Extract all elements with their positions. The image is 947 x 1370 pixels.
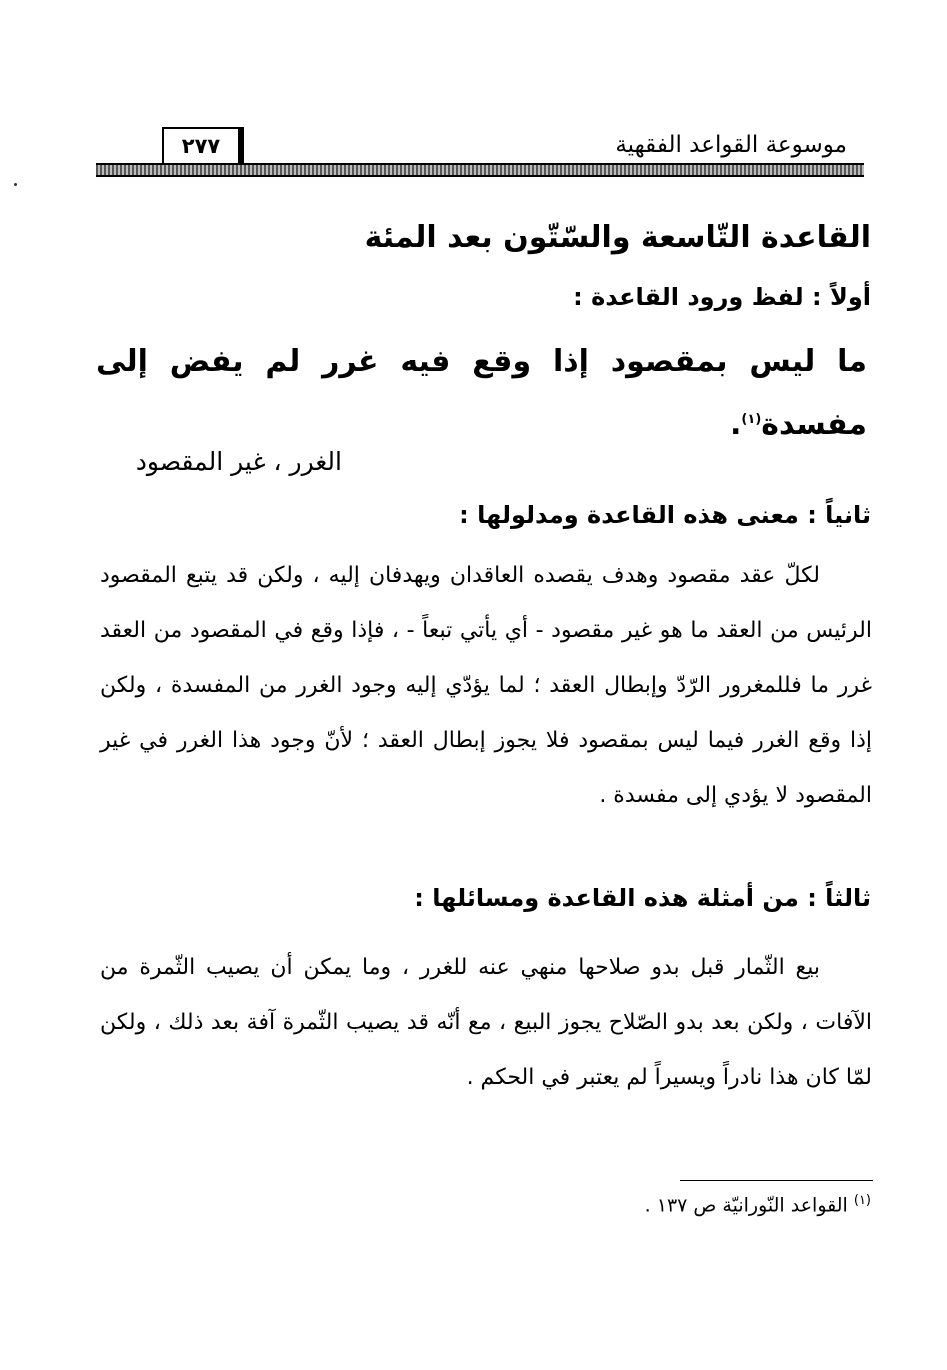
page-number: ٢٧٧	[162, 127, 244, 165]
rule-end: .	[730, 407, 742, 442]
section-3-label: ثالثاً : من أمثلة هذه القاعدة ومسائلها :	[414, 884, 871, 912]
rule-text: ما ليس بمقصود إذا وقع فيه غرر لم يفض إلى مفسدة	[96, 344, 867, 442]
rule-statement	[96, 333, 867, 454]
section-3-paragraph: بيع الثّمار قبل بدو صلاحها منهي عنه للغرر ، وما يمكن أن يصيب الثّمرة من الآفات ، ولكن بعد بدو الصّلاح يجوز البيع ، مع أنّه قد يصيب الثّمرة آفة بعد ذلك ، ولكن لمّا كان هذا نادراً ويسيراً لم يعتبر في الحكم .	[100, 955, 872, 1090]
rule-heading: القاعدة التّاسعة والسّتّون بعد المئة	[364, 220, 871, 255]
keywords: الغرر ، غير المقصود	[135, 447, 342, 476]
scan-speck	[14, 183, 17, 186]
footnote-text: القواعد النّورانيّة ص ١٣٧ .	[644, 1194, 848, 1217]
header-rule	[96, 163, 864, 177]
section-1-label: أولاً : لفظ ورود القاعدة :	[573, 283, 871, 311]
footnote	[645, 1193, 871, 1216]
section-2-paragraph: لكلّ عقد مقصود وهدف يقصده العاقدان ويهدفان إليه ، ولكن قد يتبع المقصود الرئيس من العقد ما هو غير مقصود - أي يأتي تبعاً - ، فإذا وقع في المقصود من العقد غرر ما فللمغرور الرّدّ وإبطال العقد ؛ لما يؤدّي إليه وجود الغرر من المفسدة ، ولكن إذا وقع الغرر فيما ليس بمقصود فلا يجوز إبطال العقد ؛ لأنّ وجود هذا الغرر في غير المقصود لا يؤدي إلى مفسدة .	[100, 563, 872, 808]
footnote-divider	[680, 1180, 873, 1181]
footnote-ref: (١)	[741, 412, 762, 427]
footnote-marker: (١)	[853, 1193, 871, 1208]
book-title: موسوعة القواعد الفقهية	[615, 132, 847, 158]
section-2-label: ثانياً : معنى هذه القاعدة ومدلولها :	[459, 501, 871, 529]
